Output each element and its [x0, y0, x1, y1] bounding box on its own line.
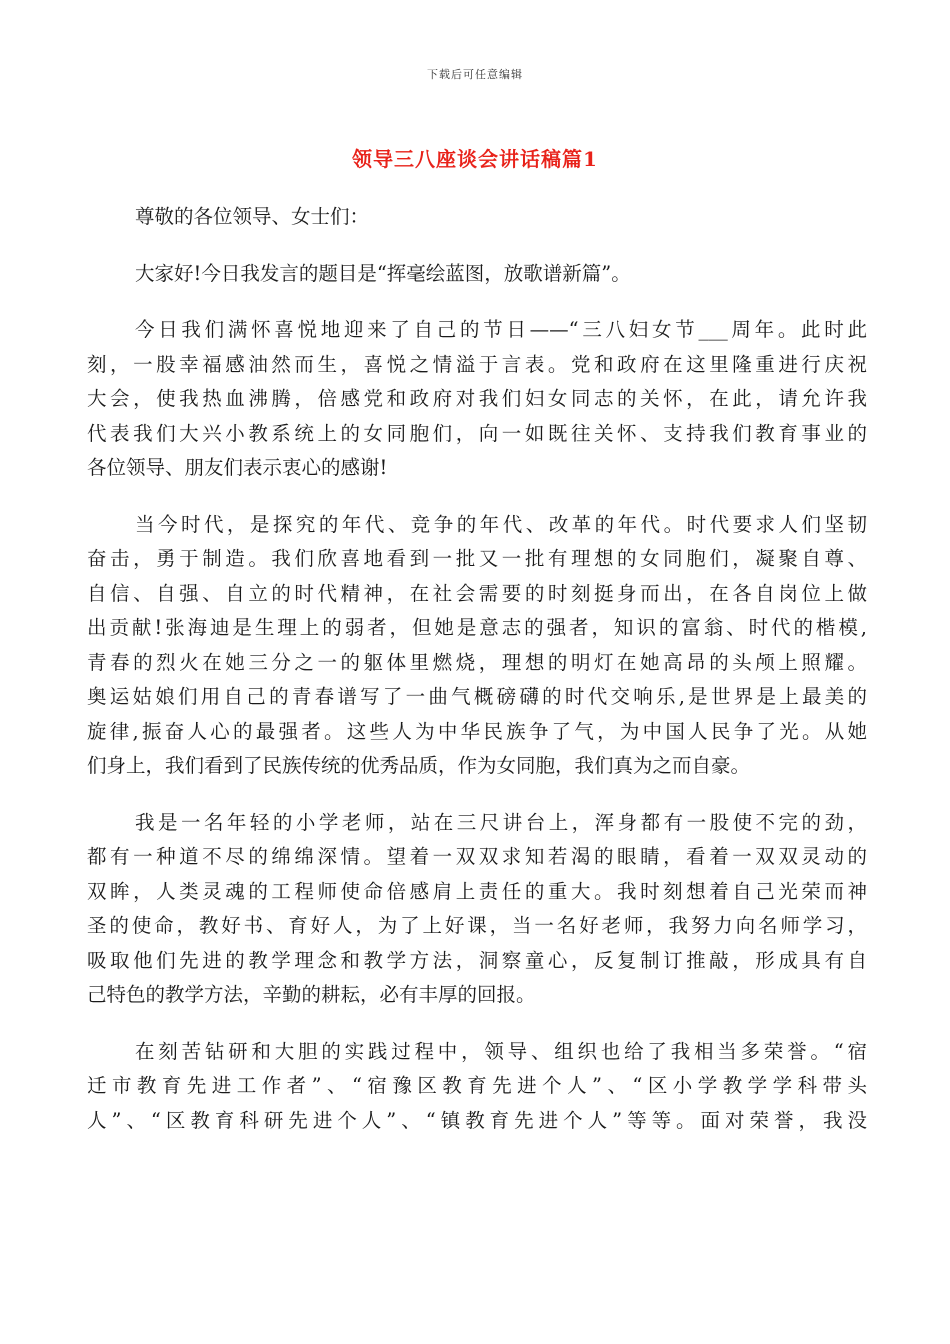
paragraph-line: 奋击，勇于制造。我们欣喜地看到一批又一批有理想的女同胞们，凝聚自尊、 [87, 547, 867, 570]
page-header-note: 下载后可任意编辑 [427, 68, 523, 81]
paragraph-line: 圣的使命，教好书、育好人，为了上好课，当一名好老师，我努力向名师学习， [87, 914, 867, 937]
paragraph-line: 旋律,振奋人心的最强者。这些人为中华民族争了气，为中国人民争了光。从她 [87, 719, 867, 743]
paragraph-line: 代表我们大兴小教系统上的女同胞们，向一如既往关怀、支持我们教育事业的 [87, 421, 867, 445]
paragraph-line: 我是一名年轻的小学老师，站在三尺讲台上，浑身都有一股使不完的劲， [135, 810, 867, 834]
paragraph-line: 出贡献!张海迪是生理上的弱者，但她是意志的强者，知识的富翁、时代的楷模, [87, 616, 867, 639]
paragraph-opening [87, 257, 867, 292]
paragraph-line: 都有一种道不尽的绵绵深情。望着一双双求知若渴的眼睛，看着一双双灵动的 [87, 845, 867, 868]
paragraph-teacher [87, 806, 867, 1013]
paragraph-line: 双眸，人类灵魂的工程师使命倍感肩上责任的重大。我时刻想着自己光荣而神 [87, 879, 867, 903]
paragraph-honors [87, 1035, 867, 1139]
document-title: 领导三八座谈会讲话稿篇1 [352, 147, 598, 171]
document-body [87, 200, 867, 1160]
paragraph-line: 今日我们满怀喜悦地迎来了自己的节日——“三八妇女节___周年。此时此 [135, 318, 867, 341]
paragraph-era [87, 508, 867, 784]
paragraph-festival [87, 313, 867, 486]
paragraph-line: 尊敬的各位领导、女士们： [135, 205, 370, 228]
paragraph-line: 大家好!今日我发言的题目是“挥毫绘蓝图，放歌谱新篇”。 [135, 261, 631, 285]
paragraph-line: 己特色的教学方法，辛勤的耕耘，必有丰厚的回报。 [87, 983, 536, 1006]
paragraph-line: 大会，使我热血沸腾，倍感党和政府对我们妇女同志的关怀，在此，请允许我 [87, 387, 867, 410]
paragraph-line: 在刻苦钻研和大胆的实践过程中，领导、组织也给了我相当多荣誉。“宿 [135, 1039, 867, 1063]
paragraph-line: 迁市教育先进工作者”、“宿豫区教育先进个人”、“区小学教学学科带头 [87, 1074, 867, 1097]
paragraph-salutation [87, 200, 867, 235]
paragraph-line: 吸取他们先进的教学理念和教学方法，洞察童心，反复制订推敲，形成具有自 [87, 948, 867, 972]
paragraph-line: 自信、自强、自立的时代精神，在社会需要的时刻挺身而出，在各自岗位上做 [87, 581, 867, 605]
paragraph-line: 各位领导、朋友们表示衷心的感谢! [87, 456, 388, 479]
paragraph-line: 刻，一股幸福感油然而生，喜悦之情溢于言表。党和政府在这里隆重进行庆祝 [87, 352, 867, 376]
paragraph-line: 人”、“区教育科研先进个人”、“镇教育先进个人”等等。面对荣誉，我没 [87, 1108, 867, 1132]
paragraph-line: 奥运姑娘们用自己的青春谱写了一曲气概磅礴的时代交响乐,是世界是上最美的 [87, 685, 867, 708]
paragraph-line: 当今时代，是探究的年代、竞争的年代、改革的年代。时代要求人们坚韧 [135, 512, 867, 536]
paragraph-line: 青春的烈火在她三分之一的躯体里燃烧，理想的明灯在她高昂的头颅上照耀。 [87, 650, 867, 674]
paragraph-line: 们身上，我们看到了民族传统的优秀品质，作为女同胞，我们真为之而自豪。 [87, 754, 751, 777]
